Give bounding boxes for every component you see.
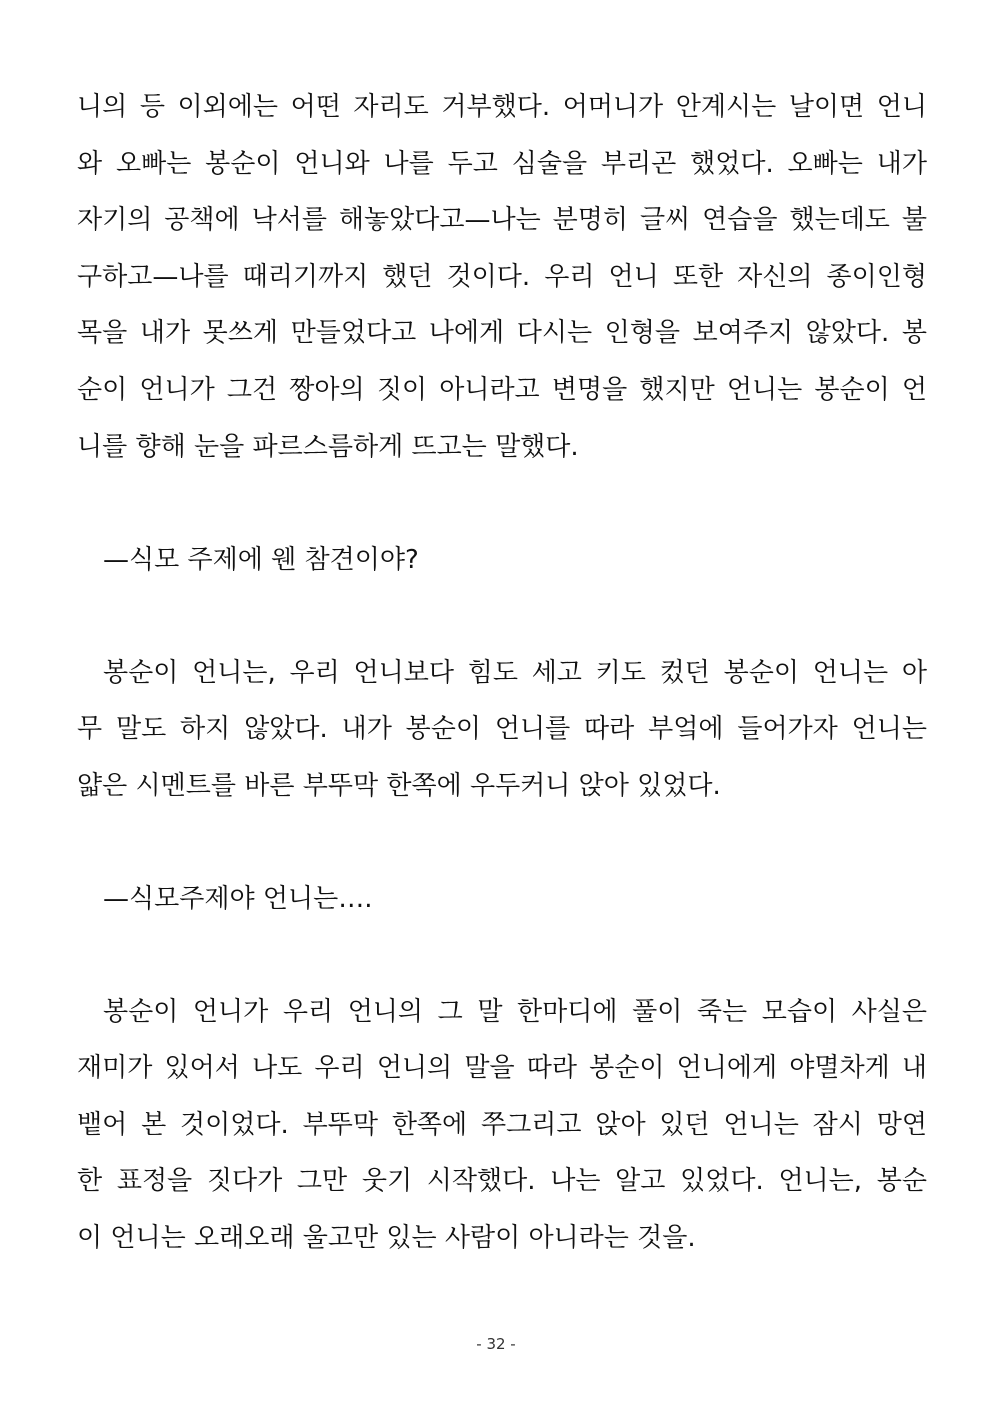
body-text-line: 와 오빠는 봉순이 언니와 나를 두고 심술을 부리곤 했었다. 오빠는 내가 xyxy=(77,149,927,179)
dialogue-line: —식모 주제에 웬 참견이야? xyxy=(103,545,419,575)
body-text-line: 니를 향해 눈을 파르스름하게 뜨고는 말했다. xyxy=(77,432,579,462)
body-text-line: 무 말도 하지 않았다. 내가 봉순이 언니를 따라 부엌에 들어가자 언니는 xyxy=(77,714,927,744)
body-text-line: 뱉어 본 것이었다. 부뚜막 한쪽에 쭈그리고 앉아 있던 언니는 잠시 망연 xyxy=(77,1110,927,1140)
body-text-line: 얇은 시멘트를 바른 부뚜막 한쪽에 우두커니 앉아 있었다. xyxy=(77,771,721,801)
body-text-line: 자기의 공책에 낙서를 해놓았다고—나는 분명히 글씨 연습을 했는데도 불 xyxy=(77,205,927,235)
body-text-line: 순이 언니가 그건 짱아의 짓이 아니라고 변명을 했지만 언니는 봉순이 언 xyxy=(77,375,927,405)
body-text-line: 목을 내가 못쓰게 만들었다고 나에게 다시는 인형을 보여주지 않았다. 봉 xyxy=(77,318,927,348)
body-text-line: 니의 등 이외에는 어떤 자리도 거부했다. 어머니가 안계시는 날이면 언니 xyxy=(77,92,927,122)
body-text-line: 봉순이 언니는, 우리 언니보다 힘도 세고 키도 컸던 봉순이 언니는 아 xyxy=(103,658,927,688)
body-text-line: 재미가 있어서 나도 우리 언니의 말을 따라 봉순이 언니에게 야멸차게 내 xyxy=(77,1053,927,1083)
body-text-line: 봉순이 언니가 우리 언니의 그 말 한마디에 풀이 죽는 모습이 사실은 xyxy=(103,997,927,1027)
body-text-line: 구하고—나를 때리기까지 했던 것이다. 우리 언니 또한 자신의 종이인형 xyxy=(77,262,927,292)
dialogue-line: —식모주제야 언니는…. xyxy=(103,884,373,914)
body-text-line: 한 표정을 짓다가 그만 웃기 시작했다. 나는 알고 있었다. 언니는, 봉순 xyxy=(77,1166,927,1196)
body-text-line: 이 언니는 오래오래 울고만 있는 사람이 아니라는 것을. xyxy=(77,1223,696,1253)
page-number: - 32 - xyxy=(476,1335,516,1353)
